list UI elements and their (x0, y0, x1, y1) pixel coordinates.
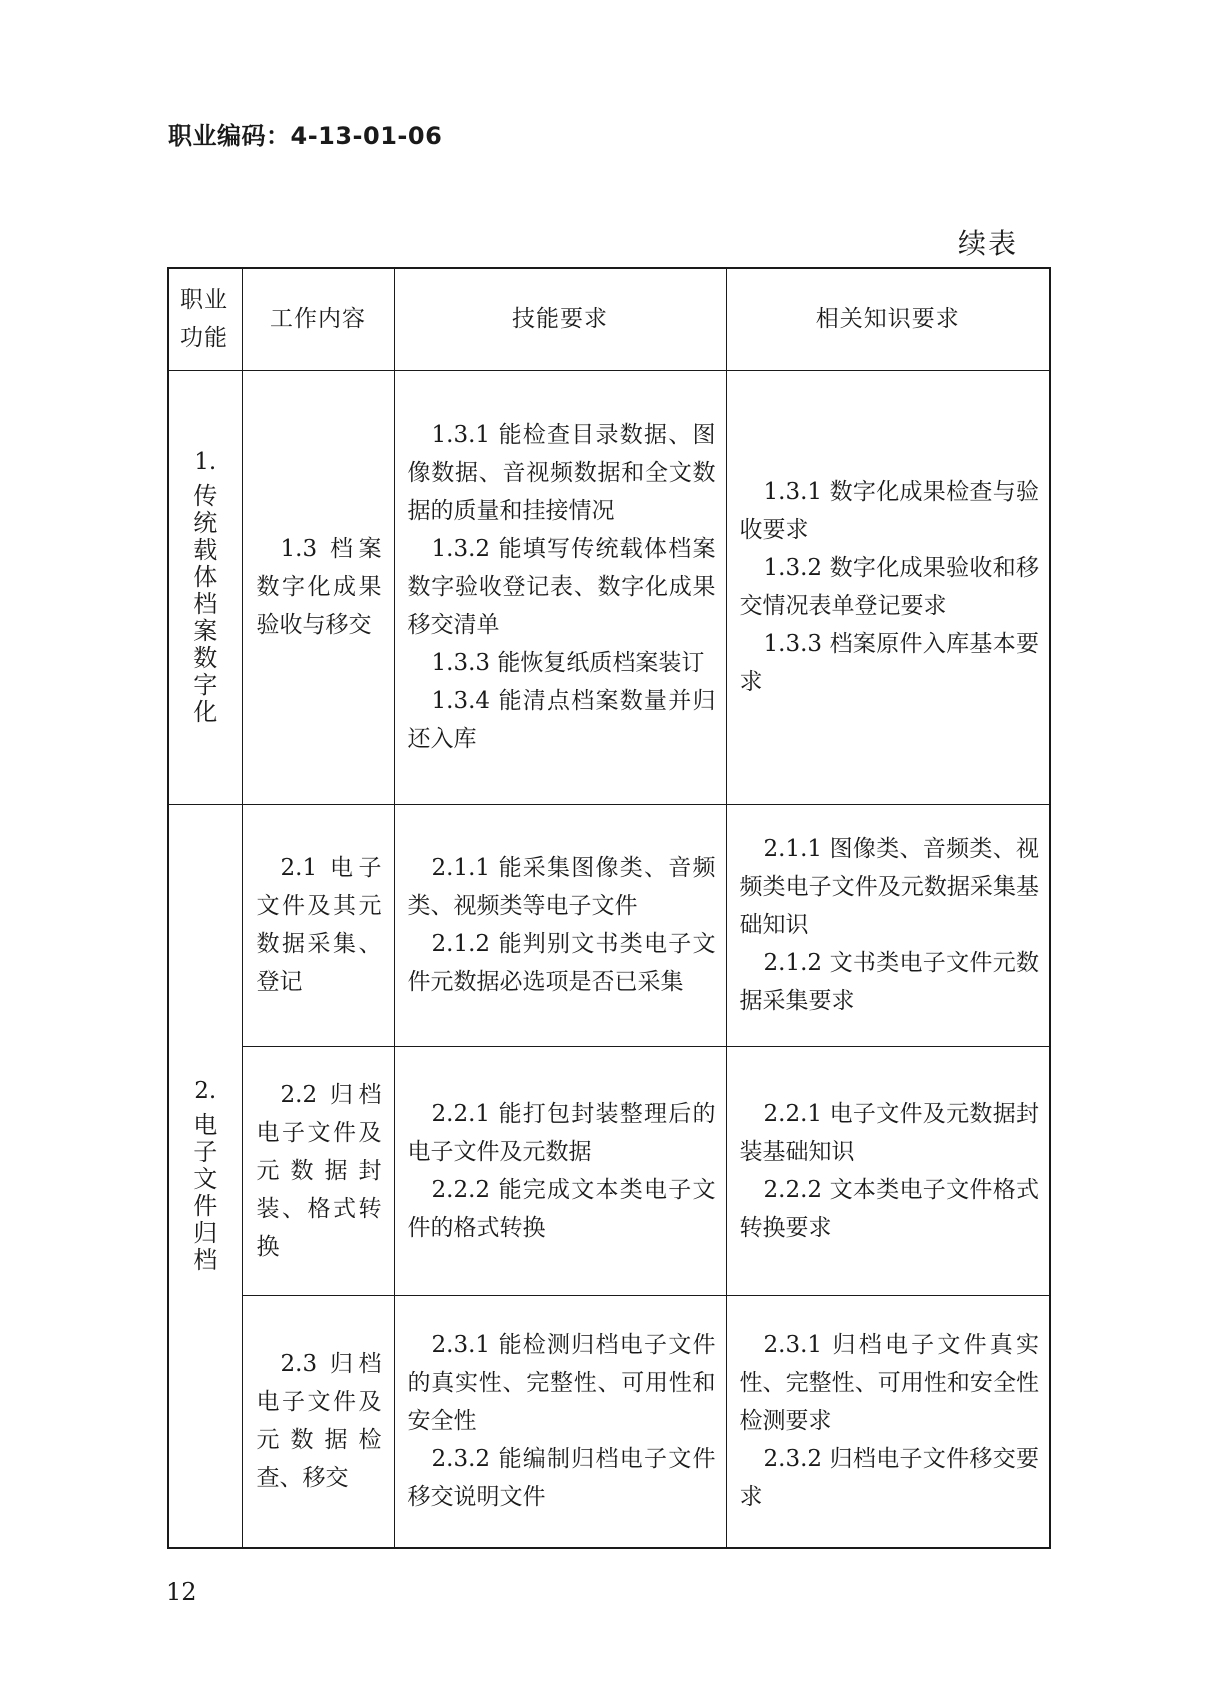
function-number: 2. (194, 1077, 217, 1104)
skill-item: 1.3.4 能清点档案数量并归还入库 (407, 688, 716, 752)
knowledge-item: 1.3.2 数字化成果验收和移交情况表单登记要求 (739, 555, 1039, 619)
skill-item: 2.3.2 能编制归档电子文件移交说明文件 (407, 1446, 716, 1511)
skill-cell (394, 804, 726, 1046)
function-name: 传统载体档案数字化 (193, 481, 218, 726)
occupation-code-label: 职业编码： (168, 122, 291, 150)
continued-table-label: 续表 (958, 227, 1019, 260)
skill-item: 2.3.1 能检测归档电子文件的真实性、完整性、可用性和安全性 (407, 1332, 716, 1435)
function-name: 电子文件归档 (193, 1110, 218, 1274)
skill-item: 2.1.1 能采集图像类、音频类、视频类等电子文件 (407, 855, 716, 919)
work-content-text: 2.3 归档电子文件及元数据检查、移交 (256, 1351, 382, 1492)
knowledge-item: 2.1.2 文书类电子文件元数据采集要求 (739, 950, 1039, 1014)
skill-item: 1.3.3 能恢复纸质档案装订 (431, 650, 705, 676)
function-cell-1 (168, 370, 242, 804)
table-row (168, 1295, 1050, 1548)
header-function (168, 268, 242, 370)
work-content-text: 2.1 电子文件及其元数据采集、登记 (256, 855, 382, 995)
work-content-cell (242, 1046, 394, 1295)
knowledge-item: 2.1.1 图像类、音频类、视频类电子文件及元数据采集基础知识 (739, 836, 1039, 938)
work-content-cell (242, 804, 394, 1046)
header-function-line1: 职业 (180, 287, 228, 314)
skill-item: 1.3.2 能填写传统载体档案数字验收登记表、数字化成果移交清单 (407, 536, 716, 638)
table-row (168, 370, 1050, 804)
knowledge-item: 1.3.1 数字化成果检查与验收要求 (739, 479, 1039, 543)
work-content-cell (242, 370, 394, 804)
knowledge-item: 2.3.1 归档电子文件真实性、完整性、可用性和安全性检测要求 (739, 1332, 1039, 1435)
skill-item: 1.3.1 能检查目录数据、图像数据、音视频数据和全文数据的质量和挂接情况 (407, 422, 716, 524)
knowledge-cell (726, 1046, 1050, 1295)
header-function-line2: 功能 (180, 325, 228, 352)
knowledge-cell (726, 370, 1050, 804)
table-row (168, 804, 1050, 1046)
knowledge-item: 2.2.2 文本类电子文件格式转换要求 (739, 1176, 1039, 1241)
skill-item: 2.2.1 能打包封装整理后的电子文件及元数据 (407, 1100, 716, 1165)
knowledge-cell (726, 804, 1050, 1046)
header-skill-requirements: 技能要求 (394, 268, 726, 370)
skill-item: 2.2.2 能完成文本类电子文件的格式转换 (407, 1176, 716, 1241)
skill-item: 2.1.2 能判别文书类电子文件元数据必选项是否已采集 (407, 931, 716, 995)
knowledge-cell (726, 1295, 1050, 1548)
table-header-row (168, 268, 1050, 370)
knowledge-item: 2.2.1 电子文件及元数据封装基础知识 (739, 1100, 1039, 1165)
occupation-code-line (168, 116, 442, 151)
work-content-cell (242, 1295, 394, 1548)
table-row (168, 1046, 1050, 1295)
skill-cell (394, 1295, 726, 1548)
page-number: 12 (166, 1578, 197, 1606)
knowledge-item: 1.3.3 档案原件入库基本要求 (739, 631, 1039, 695)
skill-cell (394, 1046, 726, 1295)
skill-cell (394, 370, 726, 804)
header-knowledge-requirements: 相关知识要求 (726, 268, 1050, 370)
function-number: 1. (194, 448, 217, 475)
skills-requirements-table (167, 267, 1051, 1549)
work-content-text: 2.2 归档电子文件及元数据封装、格式转换 (256, 1081, 382, 1260)
occupation-code-value: 4-13-01-06 (290, 122, 443, 150)
header-work-content: 工作内容 (242, 268, 394, 370)
knowledge-item: 2.3.2 归档电子文件移交要求 (739, 1446, 1039, 1511)
function-cell-2 (168, 804, 242, 1548)
work-content-text: 1.3 档案数字化成果验收与移交 (256, 536, 382, 638)
